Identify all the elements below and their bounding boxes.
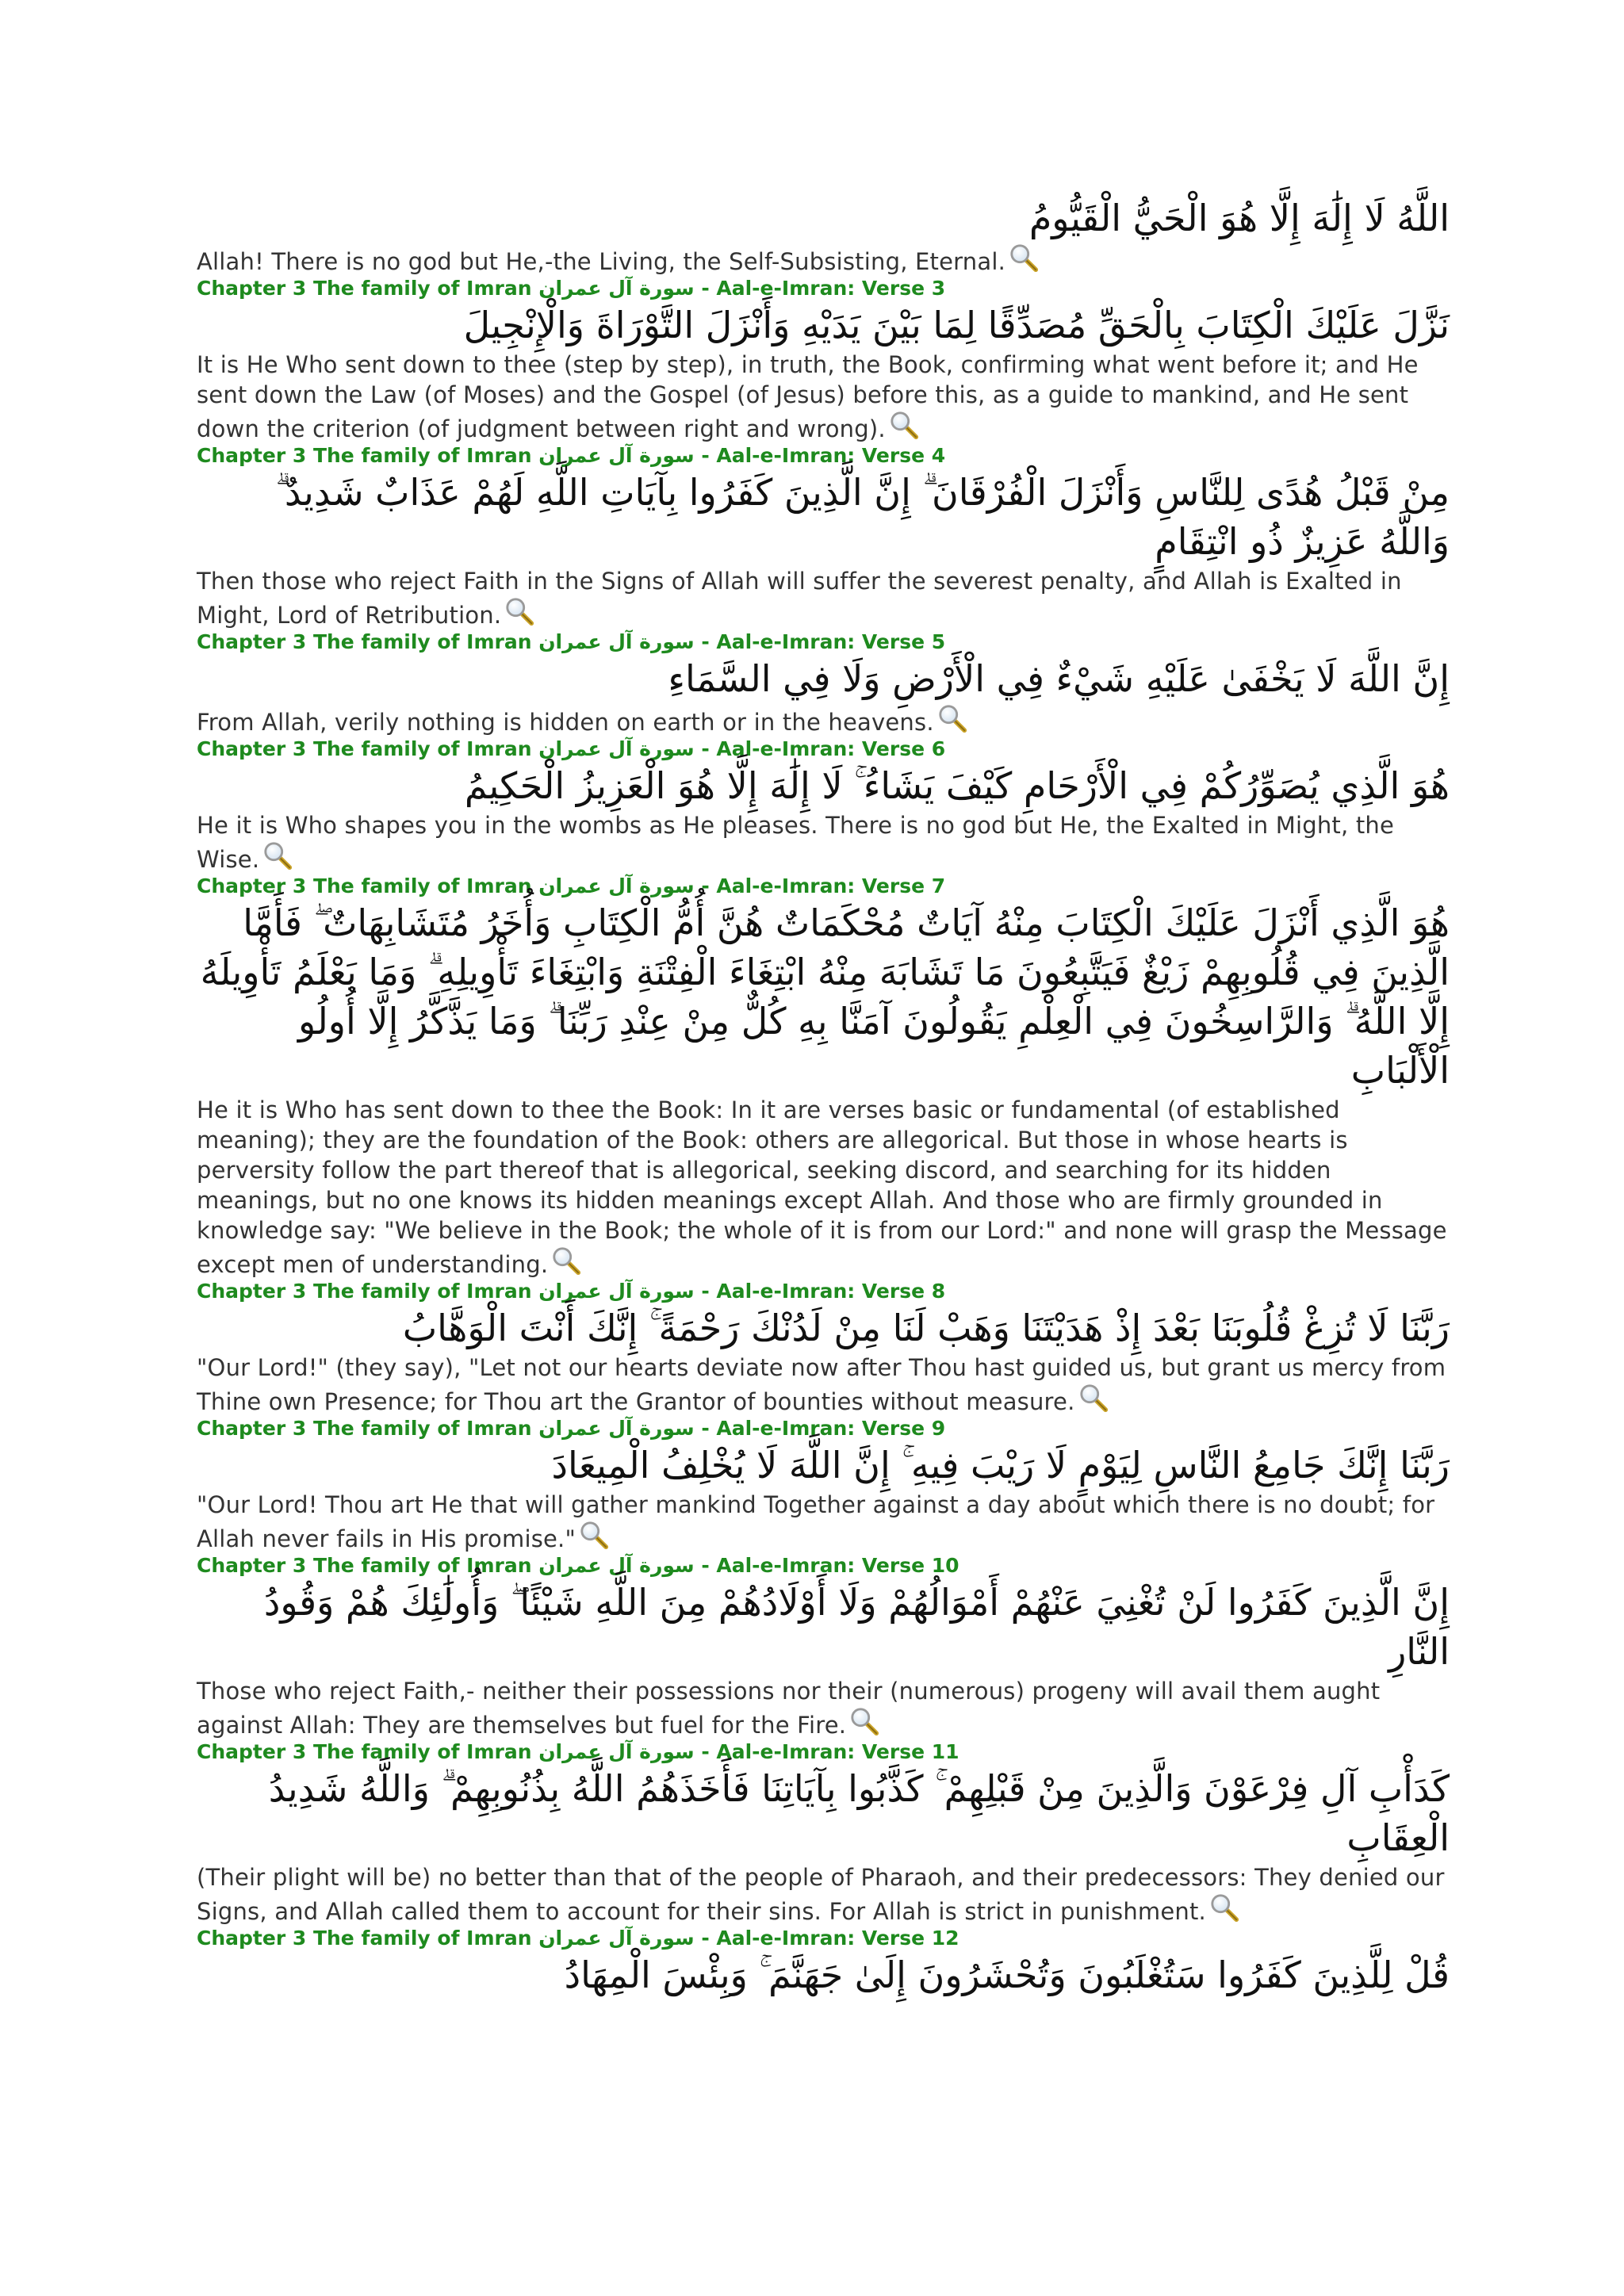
arabic-verse-text: اللَّهُ لَا إِلَٰهَ إِلَّا هُوَ الْحَيُّ الْقَيُّومُ <box>1028 197 1450 239</box>
translation-text: From Allah, verily nothing is hidden on earth or in the heavens. <box>197 709 934 736</box>
chapter-label: Chapter 3 The family of Imran <box>197 737 532 760</box>
verse-number-label: - Aal-e-Imran: Verse 4 <box>701 444 946 467</box>
chapter-label: Chapter 3 The family of Imran <box>197 1554 532 1577</box>
surah-arabic-name: سورة آل عمران <box>538 630 695 653</box>
verse-block <box>197 737 1450 874</box>
verse-block <box>197 277 1450 444</box>
verse-block <box>197 193 1450 277</box>
translation-paragraph <box>197 1676 1450 1740</box>
translation-text: He it is Who has sent down to thee the Book: In it are verses basic or fundamental (of established meaning); they are the foundation of the Book: others are allegorical. But those in whose hearts is perversity follow the part thereof that is allegorical, seeking discord, and searching for its hidden meanings, but no one knows its hidden meanings except Allah. And those who are firmly grounded in knowledge say: "We believe in the Book; the whole of it is from our Lord:" and none will grasp the Message except men of understanding. <box>197 1096 1447 1278</box>
chapter-label: Chapter 3 The family of Imran <box>197 1740 532 1763</box>
translation-paragraph <box>197 1490 1450 1554</box>
verse-heading <box>197 1417 1450 1441</box>
verse-block <box>197 1554 1450 1740</box>
surah-arabic-name: سورة آل عمران <box>538 1554 695 1577</box>
surah-arabic-name: سورة آل عمران <box>538 277 695 300</box>
translation-paragraph <box>197 1095 1450 1280</box>
magnifier-icon[interactable] <box>579 1520 609 1550</box>
surah-arabic-name: سورة آل عمران <box>538 874 695 897</box>
arabic-verse-text: هُوَ الَّذِي أَنْزَلَ عَلَيْكَ الْكِتَابَ مِنْهُ آيَاتٌ مُحْكَمَاتٌ هُنَّ أُمُّ الْكِتَابِ وَأُخَرُ مُتَشَابِهَاتٌ ۖ فَأَمَّا الَّذِينَ فِي قُلُوبِهِمْ زَيْغٌ فَيَتَّبِعُونَ مَا تَشَابَهَ مِنْهُ ابْتِغَاءَ الْفِتْنَةِ وَابْتِغَاءَ تَأْوِيلِهِ ۗ وَمَا يَعْلَمُ تَأْوِيلَهُ إِلَّا اللَّهُ ۗ وَالرَّاسِخُونَ فِي الْعِلْمِ يَقُولُونَ آمَنَّا بِهِ كُلٌّ مِنْ عِنْدِ رَبِّنَا ۗ وَمَا يَذَّكَّرُ إِلَّا أُولُو الْأَلْبَابِ <box>200 901 1450 1092</box>
document-page <box>197 174 1450 1999</box>
chapter-label: Chapter 3 The family of Imran <box>197 1280 532 1303</box>
translation-paragraph <box>197 1862 1450 1927</box>
verse-block <box>197 444 1450 630</box>
arabic-verse-text: إِنَّ اللَّهَ لَا يَخْفَىٰ عَلَيْهِ شَيْءٌ فِي الْأَرْضِ وَلَا فِي السَّمَاءِ <box>668 657 1450 700</box>
magnifier-icon[interactable] <box>551 1246 581 1276</box>
arabic-verse-text: إِنَّ الَّذِينَ كَفَرُوا لَنْ تُغْنِيَ عَنْهُمْ أَمْوَالُهُمْ وَلَا أَوْلَادُهُمْ مِنَ اللَّهِ شَيْئًا ۖ وَأُولَٰئِكَ هُمْ وَقُودُ النَّارِ <box>263 1581 1450 1673</box>
verse-heading <box>197 1554 1450 1578</box>
verse-heading <box>197 874 1450 898</box>
verse-number-label: - Aal-e-Imran: Verse 6 <box>701 737 946 760</box>
chapter-label: Chapter 3 The family of Imran <box>197 1927 532 1950</box>
translation-text: Allah! There is no god but He,-the Living, the Self-Subsisting, Eternal. <box>197 248 1006 275</box>
verse-number-label: - Aal-e-Imran: Verse 10 <box>701 1554 959 1577</box>
translation-paragraph <box>197 1353 1450 1417</box>
magnifier-icon[interactable] <box>849 1706 879 1736</box>
surah-arabic-name: سورة آل عمران <box>538 444 695 467</box>
verse-number-label: - Aal-e-Imran: Verse 9 <box>701 1417 946 1440</box>
surah-arabic-name: سورة آل عمران <box>538 1927 695 1950</box>
translation-paragraph <box>197 703 1450 737</box>
chapter-label: Chapter 3 The family of Imran <box>197 1417 532 1440</box>
arabic-verse-text: رَبَّنَا إِنَّكَ جَامِعُ النَّاسِ لِيَوْمٍ لَا رَيْبَ فِيهِ ۚ إِنَّ اللَّهَ لَا يُخْلِفُ الْمِيعَادَ <box>551 1444 1450 1487</box>
verse-number-label: - Aal-e-Imran: Verse 7 <box>701 874 946 897</box>
verse-heading <box>197 1280 1450 1303</box>
verse-number-label: - Aal-e-Imran: Verse 12 <box>701 1927 959 1950</box>
chapter-label: Chapter 3 The family of Imran <box>197 874 532 897</box>
verse-block <box>197 1280 1450 1417</box>
translation-paragraph <box>197 350 1450 444</box>
arabic-verse-text: رَبَّنَا لَا تُزِغْ قُلُوبَنَا بَعْدَ إِذْ هَدَيْتَنَا وَهَبْ لَنَا مِنْ لَدُنْكَ رَحْمَةً ۚ إِنَّكَ أَنْتَ الْوَهَّابُ <box>402 1307 1450 1349</box>
verse-block <box>197 630 1450 737</box>
arabic-verse-text: هُوَ الَّذِي يُصَوِّرُكُمْ فِي الْأَرْحَامِ كَيْفَ يَشَاءُ ۚ لَا إِلَٰهَ إِلَّا هُوَ الْعَزِيزُ الْحَكِيمُ <box>464 764 1450 807</box>
arabic-verse-text: نَزَّلَ عَلَيْكَ الْكِتَابَ بِالْحَقِّ مُصَدِّقًا لِمَا بَيْنَ يَدَيْهِ وَأَنْزَلَ التَّوْرَاةَ وَالْإِنْجِيلَ <box>463 304 1450 346</box>
magnifier-icon[interactable] <box>937 703 967 733</box>
verse-block <box>197 874 1450 1280</box>
translation-text: He it is Who shapes you in the wombs as He pleases. There is no god but He, the Exalted in Might, the Wise. <box>197 812 1395 873</box>
verse-number-label: - Aal-e-Imran: Verse 11 <box>701 1740 959 1763</box>
translation-text: "Our Lord!" (they say), "Let not our hearts deviate now after Thou hast guided us, but grant us mercy from Thine own Presence; for Thou art the Grantor of bounties without measure. <box>197 1354 1446 1415</box>
verse-heading <box>197 737 1450 761</box>
magnifier-icon[interactable] <box>1209 1892 1239 1923</box>
translation-text: Those who reject Faith,- neither their possessions nor their (numerous) progeny will avail them aught against Allah: They are themselves but fuel for the Fire. <box>197 1678 1381 1739</box>
translation-text: Then those who reject Faith in the Signs of Allah will suffer the severest penalty, and Allah is Exalted in Might, Lord of Retribution. <box>197 568 1402 629</box>
translation-text: It is He Who sent down to thee (step by step), in truth, the Book, confirming what went before it; and He sent down the Law (of Moses) and the Gospel (of Jesus) before this, as a guide to mankind, and He sent down the criterion (of judgment between right and wrong). <box>197 351 1419 442</box>
surah-arabic-name: سورة آل عمران <box>538 1740 695 1763</box>
verse-heading <box>197 630 1450 654</box>
verse-block <box>197 1417 1450 1554</box>
translation-text: (Their plight will be) no better than that of the people of Pharaoh, and their predecessors: They denied our Signs, and Allah called them to account for their sins. For Allah is strict in punishment. <box>197 1864 1445 1925</box>
magnifier-icon[interactable] <box>504 596 534 626</box>
verse-heading <box>197 444 1450 468</box>
verse-heading <box>197 1927 1450 1950</box>
magnifier-icon[interactable] <box>262 840 293 871</box>
translation-paragraph <box>197 566 1450 630</box>
magnifier-icon[interactable] <box>1078 1383 1109 1413</box>
verse-block <box>197 1740 1450 1927</box>
verse-heading <box>197 1740 1450 1764</box>
chapter-label: Chapter 3 The family of Imran <box>197 630 532 653</box>
chapter-label: Chapter 3 The family of Imran <box>197 277 532 300</box>
verse-heading <box>197 277 1450 300</box>
verse-block <box>197 1927 1450 1999</box>
magnifier-icon[interactable] <box>1009 243 1039 273</box>
surah-arabic-name: سورة آل عمران <box>538 1280 695 1303</box>
translation-text: "Our Lord! Thou art He that will gather mankind Together against a day about which there is no doubt; for Allah never fails in His promise." <box>197 1491 1435 1552</box>
verse-number-label: - Aal-e-Imran: Verse 3 <box>701 277 946 300</box>
magnifier-icon[interactable] <box>889 410 919 440</box>
surah-arabic-name: سورة آل عمران <box>538 1417 695 1440</box>
arabic-verse-text: مِنْ قَبْلُ هُدًى لِلنَّاسِ وَأَنْزَلَ الْفُرْقَانَ ۗ إِنَّ الَّذِينَ كَفَرُوا بِآيَاتِ اللَّهِ لَهُمْ عَذَابٌ شَدِيدٌ ۗ وَاللَّهُ عَزِيزٌ ذُو انْتِقَامٍ <box>275 471 1450 563</box>
verse-number-label: - Aal-e-Imran: Verse 8 <box>701 1280 946 1303</box>
translation-paragraph <box>197 810 1450 874</box>
translation-paragraph <box>197 243 1450 277</box>
surah-arabic-name: سورة آل عمران <box>538 737 695 760</box>
arabic-verse-text: قُلْ لِلَّذِينَ كَفَرُوا سَتُغْلَبُونَ وَتُحْشَرُونَ إِلَىٰ جَهَنَّمَ ۚ وَبِئْسَ الْمِهَادُ <box>564 1954 1450 1996</box>
arabic-verse-text: كَدَأْبِ آلِ فِرْعَوْنَ وَالَّذِينَ مِنْ قَبْلِهِمْ ۚ كَذَّبُوا بِآيَاتِنَا فَأَخَذَهُمُ اللَّهُ بِذُنُوبِهِمْ ۗ وَاللَّهُ شَدِيدُ الْعِقَابِ <box>268 1767 1450 1859</box>
verse-number-label: - Aal-e-Imran: Verse 5 <box>701 630 946 653</box>
chapter-label: Chapter 3 The family of Imran <box>197 444 532 467</box>
